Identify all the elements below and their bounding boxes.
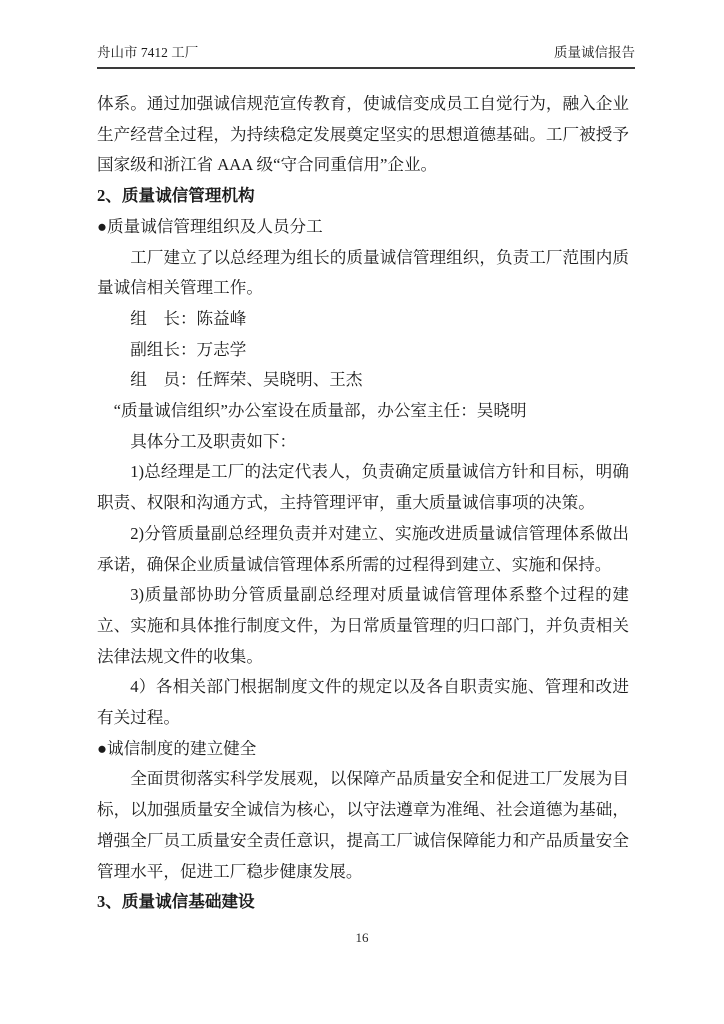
section-heading-2: 2、质量诚信管理机构 <box>97 186 255 206</box>
paragraph-duty-1: 1)总经理是工厂的法定代表人，负责确定质量诚信方针和目标，明确职责、权限和沟通方式，主持管理评审，重大质量诚信事项的决策。 <box>97 462 629 513</box>
page-header <box>97 44 635 69</box>
page-footer <box>0 930 724 946</box>
paragraph-duty-2: 2)分管质量副总经理负责并对建立、实施改进质量诚信管理体系做出承诺，确保企业质量诚信管理体系所需的过程得到建立、实施和保持。 <box>97 523 629 574</box>
bullet-item-org-division <box>97 212 629 243</box>
page-number: 16 <box>355 930 369 945</box>
header-company-name: 舟山市 7412 工厂 <box>97 45 199 60</box>
bullet-item-credit-system <box>97 734 629 765</box>
paragraph-org-setup: 工厂建立了以总经理为组长的质量诚信管理组织，负责工厂范围内质量诚信相关管理工作。 <box>97 247 629 298</box>
paragraph-duty-4: 4）各相关部门根据制度文件的规定以及各自职责实施、管理和改进有关过程。 <box>97 677 629 728</box>
bullet-item-label: 质量诚信管理组织及人员分工 <box>107 216 323 236</box>
paragraph-credit-policy: 全面贯彻落实科学发展观，以保障产品质量安全和促进工厂发展为目标，以加强质量安全诚信为核心，以守法遵章为准绳、社会道德为基础，增强全厂员工质量安全责任意识，提高工厂诚信保障能力和产品质量安全管理水平，促进工厂稳步健康发展。 <box>97 769 629 881</box>
bullet-icon: ● <box>97 738 108 758</box>
bullet-icon: ● <box>97 216 108 236</box>
bullet-item-label: 诚信制度的建立健全 <box>107 738 257 758</box>
line-members: 组 员：任辉荣、吴晓明、王杰 <box>130 370 363 390</box>
section-heading-3: 3、质量诚信基础建设 <box>97 892 255 912</box>
line-group-leader: 组 长：陈益峰 <box>130 308 247 328</box>
line-office-location: “质量诚信组织”办公室设在质量部，办公室主任：吴晓明 <box>113 401 527 421</box>
paragraph-intro-continuation: 体系。通过加强诚信规范宣传教育，使诚信变成员工自觉行为，融入企业生产经营全过程，为持续稳定发展奠定坚实的思想道德基础。工厂被授予国家级和浙江省 AAA 级“守合同重信用”企业。 <box>97 94 629 175</box>
header-report-title: 质量诚信报告 <box>554 45 635 60</box>
paragraph-duty-3: 3)质量部协助分管质量副总经理对质量诚信管理体系整个过程的建立、实施和具体推行制度文件，为日常质量管理的归口部门，并负责相关法律法规文件的收集。 <box>97 585 629 666</box>
line-deputy-leader: 副组长：万志学 <box>130 339 247 359</box>
document-body <box>97 89 629 918</box>
line-duties-intro: 具体分工及职责如下： <box>130 431 297 451</box>
